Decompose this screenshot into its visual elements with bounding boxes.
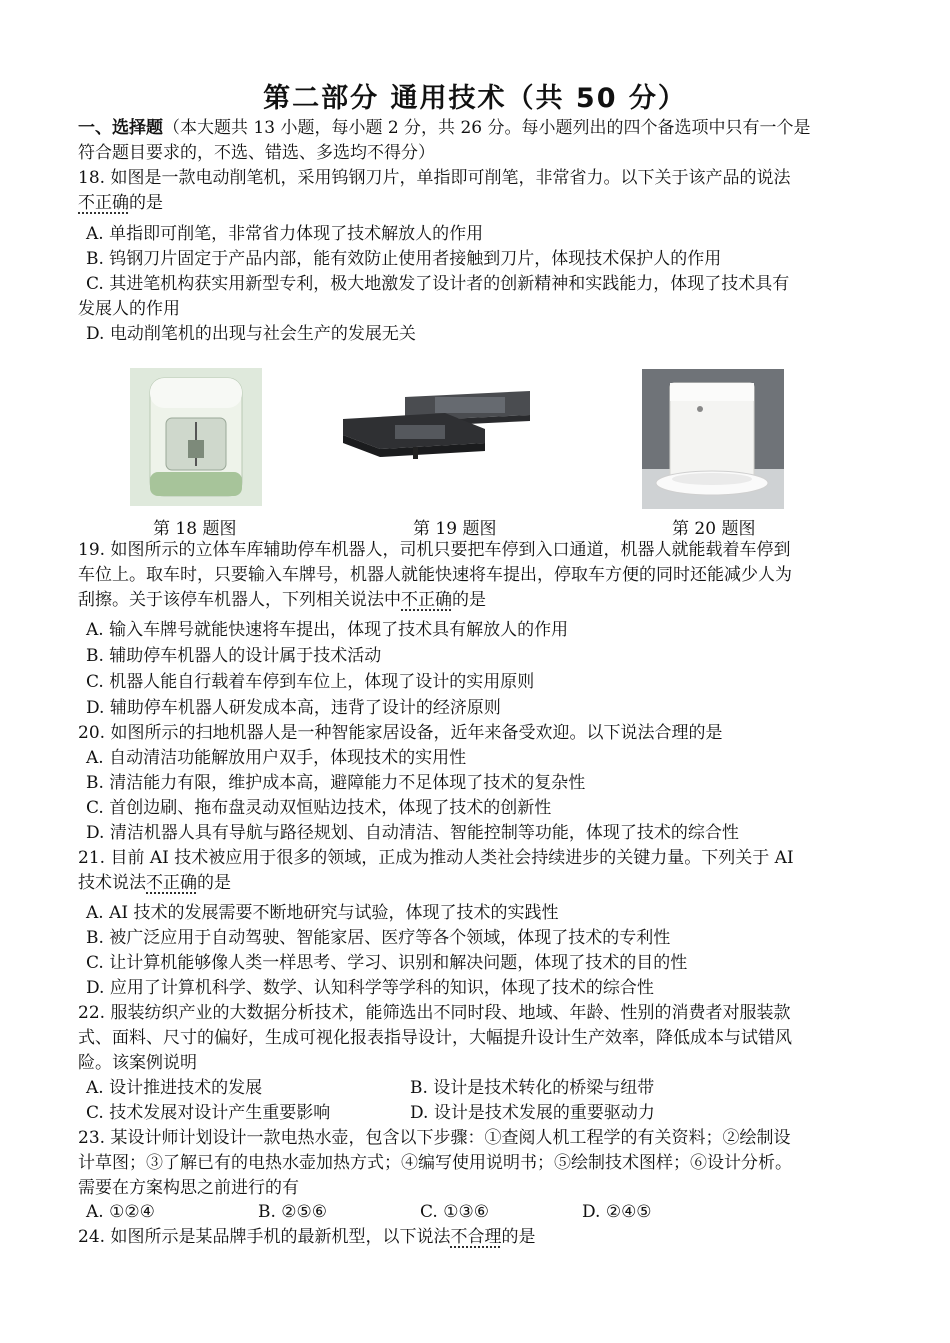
q19-suffix: 的是	[452, 590, 486, 610]
q22-option-b: B. 设计是技术转化的桥梁与纽带	[410, 1078, 655, 1098]
parking-robot-figure	[335, 385, 535, 470]
q19-option-b: B. 辅助停车机器人的设计属于技术活动	[86, 646, 382, 666]
figure-19-caption: 第 19 题图	[413, 519, 497, 539]
q21-option-a: A. AI 技术的发展需要不断地研究与试验，体现了技术的实践性	[86, 903, 559, 923]
q21-suffix: 的是	[197, 873, 231, 893]
figure-20-caption: 第 20 题图	[672, 519, 756, 539]
q20-stem: 20. 如图所示的扫地机器人是一种智能家居设备，近年来备受欢迎。以下说法合理的是	[78, 723, 723, 743]
q20-option-b: B. 清洁能力有限，维护成本高，避障能力不足体现了技术的复杂性	[86, 773, 586, 793]
q20-option-c: C. 首创边刷、拖布盘灵动双恒贴边技术，体现了技术的创新性	[86, 798, 552, 818]
section-note: （本大题共 13 小题，每小题 2 分，共 26 分。每小题列出的四个备选项中只有一个是	[163, 118, 811, 138]
q20-option-a: A. 自动清洁功能解放用户双手，体现技术的实用性	[86, 748, 467, 768]
q18-stem-line2	[78, 191, 163, 215]
q23-option-b: B. ②⑤⑥	[258, 1202, 328, 1222]
pencil-sharpener-figure	[130, 368, 262, 506]
q22-stem-line3: 险。该案例说明	[78, 1053, 197, 1073]
q21-option-c: C. 让计算机能够像人类一样思考、学习、识别和解决问题，体现了技术的目的性	[86, 953, 688, 973]
q19-option-d: D. 辅助停车机器人研发成本高，违背了设计的经济原则	[86, 698, 501, 718]
q24-stem	[78, 1225, 535, 1249]
q22-stem: 22. 服装纺织产业的大数据分析技术，能筛选出不同时段、地域、年龄、性别的消费者对服装款	[78, 1003, 791, 1023]
q21-stem-line2	[78, 871, 231, 895]
q23-option-c: C. ①③⑥	[420, 1202, 489, 1222]
q18-option-c-cont: 发展人的作用	[78, 299, 180, 319]
q21-emphasis: 不正确	[146, 873, 197, 893]
q24-suffix: 的是	[501, 1227, 536, 1247]
q21-option-b: B. 被广泛应用于自动驾驶、智能家居、医疗等各个领域，体现了技术的专利性	[86, 928, 671, 948]
q23-stem-line3: 需要在方案构思之前进行的有	[78, 1178, 299, 1198]
q21-stem: 21. 目前 AI 技术被应用于很多的领域，正成为推动人类社会持续进步的关键力量。下列关于 AI	[78, 848, 794, 868]
q23-stem: 23. 某设计师计划设计一款电热水壶，包含以下步骤：①查阅人机工程学的有关资料；②绘制设	[78, 1128, 791, 1148]
page-title: 第二部分 通用技术（共 50 分）	[263, 83, 687, 114]
q18-stem: 18. 如图是一款电动削笔机，采用钨钢刀片，单指即可削笔，非常省力。以下关于该产品的说法	[78, 168, 791, 188]
q19-option-c: C. 机器人能自行载着车停到车位上，体现了设计的实用原则	[86, 672, 535, 692]
q23-stem-line2: 计草图；③了解已有的电热水壶加热方式；④编写使用说明书；⑤绘制技术图样；⑥设计分析。	[78, 1153, 792, 1173]
q18-option-c: C. 其进笔机构获实用新型专利，极大地激发了设计者的创新精神和实践能力，体现了技术具有	[86, 274, 790, 294]
q19-option-a: A. 输入车牌号就能快速将车提出，体现了技术具有解放人的作用	[86, 620, 569, 640]
q22-stem-line2: 式、面料、尺寸的偏好，生成可视化报表指导设计，大幅提升设计生产效率，降低成本与试错风	[78, 1028, 792, 1048]
q18-suffix: 的是	[129, 193, 163, 213]
q21-option-d: D. 应用了计算机科学、数学、认知科学等学科的知识，体现了技术的综合性	[86, 978, 654, 998]
figure-18-caption: 第 18 题图	[153, 519, 237, 539]
sweeping-robot-figure	[642, 369, 784, 509]
q23-option-a: A. ①②④	[86, 1202, 155, 1222]
q22-option-d: D. 设计是技术发展的重要驱动力	[410, 1103, 655, 1123]
q22-option-c: C. 技术发展对设计产生重要影响	[86, 1103, 331, 1123]
q23-option-d: D. ②④⑤	[582, 1202, 652, 1222]
q20-option-d: D. 清洁机器人具有导航与路径规划、自动清洁、智能控制等功能，体现了技术的综合性	[86, 823, 739, 843]
section-heading: 一、选择题	[78, 118, 163, 138]
q18-option-a: A. 单指即可削笔，非常省力体现了技术解放人的作用	[86, 224, 484, 244]
section-header	[78, 116, 811, 140]
q19-stem-line2: 车位上。取车时，只要输入车牌号，机器人就能快速将车提出，停取车方便的同时还能减少人为	[78, 565, 792, 585]
q18-emphasis: 不正确	[78, 193, 129, 213]
q24-emphasis: 不合理	[450, 1227, 502, 1247]
q18-option-d: D. 电动削笔机的出现与社会生产的发展无关	[86, 324, 416, 344]
q19-emphasis: 不正确	[401, 590, 452, 610]
q19-stem: 19. 如图所示的立体车库辅助停车机器人，司机只要把车停到入口通道，机器人就能载着车停到	[78, 540, 791, 560]
q19-prefix: 刮擦。关于该停车机器人，下列相关说法中	[78, 590, 401, 610]
q24-prefix: 24. 如图所示是某品牌手机的最新机型，以下说法	[78, 1227, 451, 1247]
q22-option-a: A. 设计推进技术的发展	[86, 1078, 263, 1098]
q21-prefix: 技术说法	[78, 873, 146, 893]
q18-option-b: B. 钨钢刀片固定于产品内部，能有效防止使用者接触到刀片，体现技术保护人的作用	[86, 249, 722, 269]
section-note-line2: 符合题目要求的，不选、错选、多选均不得分）	[78, 143, 435, 163]
q19-stem-line3	[78, 588, 486, 612]
